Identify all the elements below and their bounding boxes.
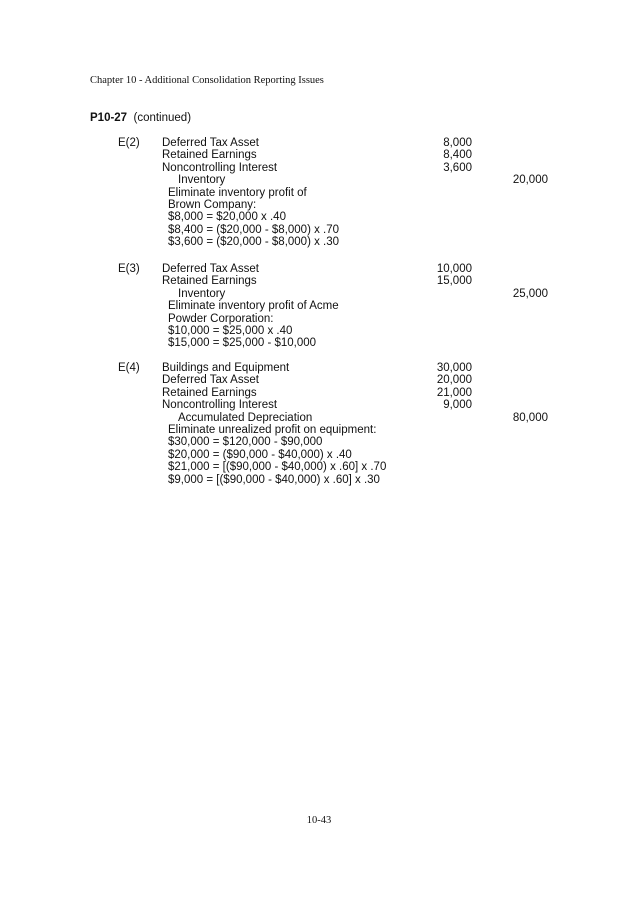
explanation-text: $8,400 = ($20,000 - $8,000) x .70 [168,223,340,236]
explanation-text: $21,000 = [($90,000 - $40,000) x .60] x .70 [168,461,387,474]
debit-amount: 9,000 [443,399,472,412]
debit-amount: 8,000 [443,137,472,149]
account-name: Retained Earnings [162,386,257,399]
explanation-text: Powder Corporation: [168,312,274,325]
debit-amount: 3,600 [443,161,472,174]
problem-number: P10-27 [90,112,128,124]
problem-title [90,112,191,124]
debit-amount: 10,000 [436,263,472,275]
credit-amount: 20,000 [512,174,548,187]
explanation-line [0,336,638,350]
account-name: Noncontrolling Interest [162,399,278,412]
entry-id: E(2) [118,137,140,149]
debit-amount: 20,000 [436,374,472,387]
explanation-text: $8,000 = $20,000 x .40 [168,211,286,224]
problem-suffix: (continued) [133,112,192,124]
explanation-text: Brown Company: [168,199,257,211]
account-name: Accumulated Depreciation [178,411,313,424]
account-name: Deferred Tax Asset [162,263,259,275]
account-name: Noncontrolling Interest [162,161,278,174]
entry-id: E(3) [118,263,140,275]
account-name: Inventory [178,174,226,187]
debit-amount: 8,400 [443,149,472,162]
debit-amount: 15,000 [436,275,472,288]
explanation-text: Eliminate unrealized profit on equipment: [168,424,377,436]
explanation-line [0,473,638,487]
explanation-text: $9,000 = [($90,000 - $40,000) x .60] x .30 [168,473,380,486]
account-name: Buildings and Equipment [162,362,290,374]
explanation-text: $10,000 = $25,000 x .40 [168,325,293,337]
credit-amount: 25,000 [512,287,548,300]
entry-id: E(4) [118,362,140,374]
explanation-text: Eliminate inventory profit of Acme [168,300,339,313]
explanation-line [0,235,638,249]
debit-amount: 21,000 [436,386,472,399]
account-name: Inventory [178,287,226,300]
chapter-header: Chapter 10 - Additional Consolidation Reporting Issues [90,75,324,86]
explanation-text: Eliminate inventory profit of [168,186,307,199]
account-name: Deferred Tax Asset [162,137,259,149]
explanation-text: $30,000 = $120,000 - $90,000 [168,436,323,449]
explanation-text: $3,600 = ($20,000 - $8,000) x .30 [168,236,340,249]
explanation-text: $15,000 = $25,000 - $10,000 [168,337,317,350]
account-name: Retained Earnings [162,275,257,288]
account-name: Deferred Tax Asset [162,374,259,387]
explanation-text: $20,000 = ($90,000 - $40,000) x .40 [168,448,352,461]
credit-amount: 80,000 [512,411,548,424]
debit-amount: 30,000 [436,362,472,374]
account-name: Retained Earnings [162,149,257,162]
page-number: 10-43 [306,815,332,826]
